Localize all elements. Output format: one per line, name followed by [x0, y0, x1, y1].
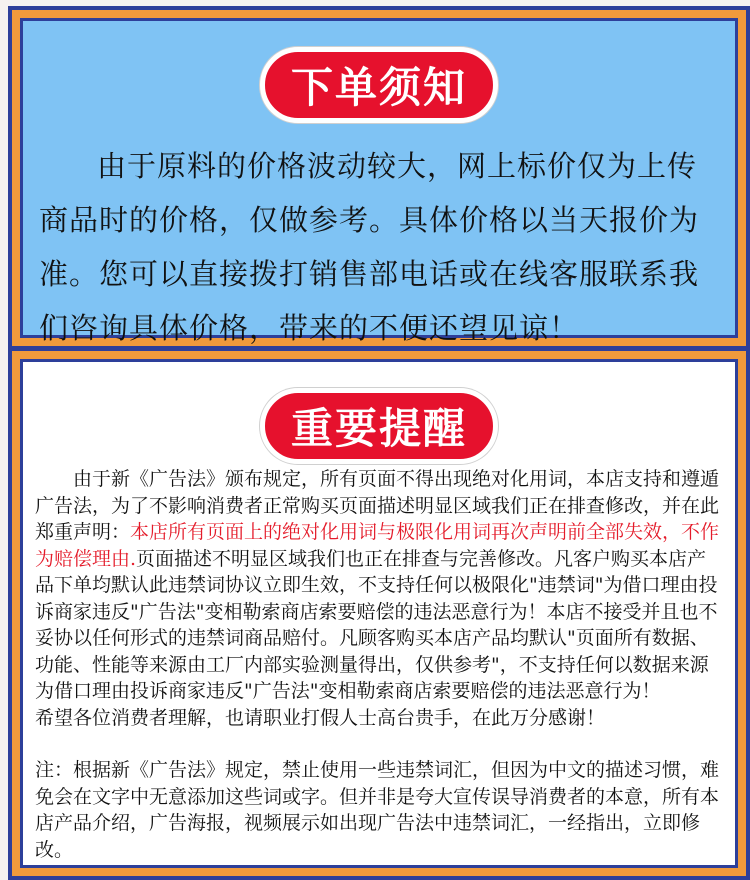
- declaration-text-start: 由于新《广告法》颁布规定，所有页面不得出现绝对化用词，本店支持和遵遁广告法，为了不影响消费者正常购买页面描述明显区域我们正在排查修改，并在此郑重声明：: [35, 468, 720, 543]
- reminder-title: 重要提醒: [290, 404, 468, 453]
- notice-panel-inner: [20, 18, 738, 345]
- notice-title: 下单须知: [290, 63, 468, 112]
- reminder-panel: [8, 347, 750, 880]
- notice-title-badge: [260, 47, 498, 123]
- reminder-body: [35, 466, 723, 863]
- notice-panel: [8, 6, 750, 350]
- note-paragraph: 注：根据新《广告法》规定，禁止使用一些违禁词汇，但因为中文的描述习惯，难免会在文字中无意添加这些词或字。但并非是夸大宣传误导消费者的本意，所有本店产品介绍，广告海报，视频展示如出现广告法中违禁词汇，一经指出，立即修改。: [35, 759, 720, 861]
- thanks-line: 希望各位消费者理解，也请职业打假人士高台贵手，在此万分感谢！: [35, 706, 606, 729]
- declaration-highlight: 本店所有页面上的绝对化用词与极限化用词再次声明前全部失效，不作为赔偿理由.: [35, 521, 720, 570]
- notice-text: 由于原料的价格波动较大，网上标价仅为上传商品时的价格，仅做参考。具体价格以当天报价为准。您可以直接拨打销售部电话或在线客服联系我们咨询具体价格，带来的不便还望见谅！: [39, 149, 700, 345]
- declaration-text-end: 页面描述不明显区域我们也正在排查与完善修改。凡客户购买本店产品下单均默认此违禁词协议立即生效，不支持任何以极限化"违禁词"为借口理由投诉商家违反"广告法"变相勒索商店索要赔偿的违法恶意行为！本店不接受并且也不妥协以任何形式的违禁词商品赔付。凡顾客购买本店产品均默认"页面所有数据、功能、性能等来源由工厂内部实验测量得出，仅供参考"，不支持任何以数据来源为借口理由投诉商家违反"广告法"变相勒索商店索要赔偿的违法恶意行为！: [35, 547, 718, 702]
- reminder-title-badge: [260, 388, 498, 464]
- reminder-panel-inner: [20, 359, 738, 868]
- declaration-paragraph: [35, 466, 723, 705]
